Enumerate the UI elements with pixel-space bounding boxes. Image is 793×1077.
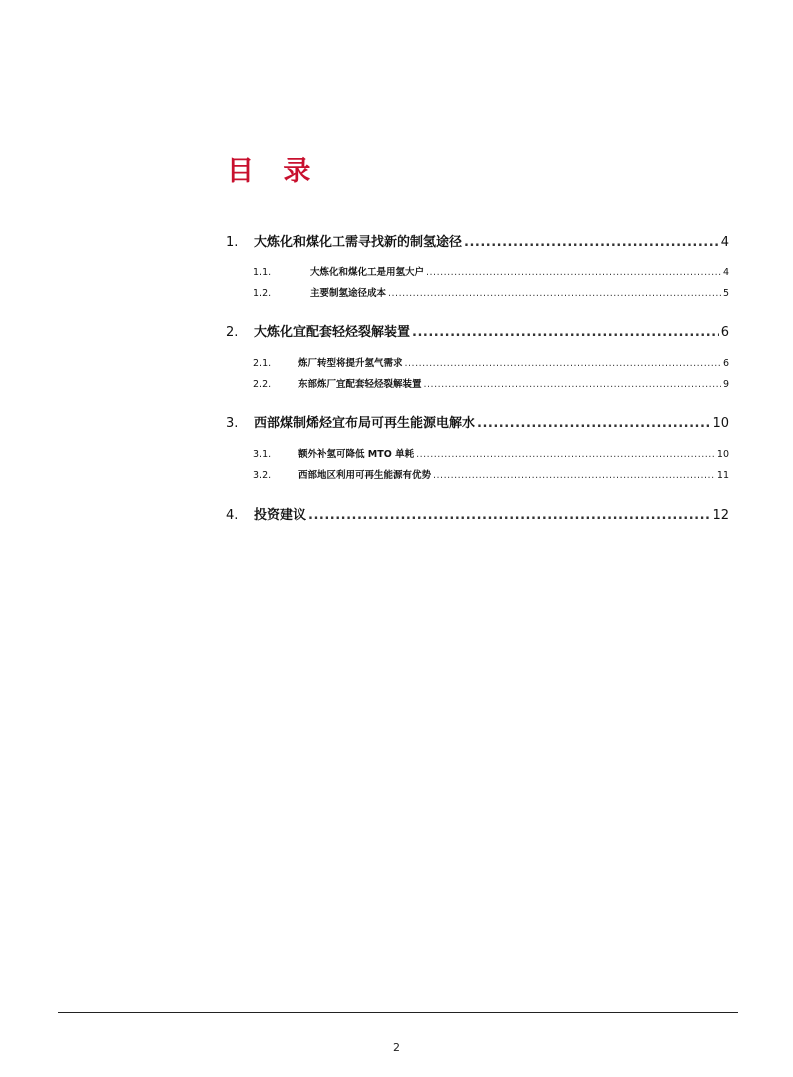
toc-entry-number: 1. — [226, 235, 239, 250]
toc-entry-page: 12 — [712, 508, 729, 523]
toc-entry-number: 3. — [226, 416, 239, 431]
toc-entry-label: 大炼化和煤化工是用氢大户 — [310, 267, 425, 278]
toc-entry-page: 10 — [712, 416, 729, 431]
toc-entry-number: 1.2. — [253, 288, 272, 299]
toc-entry-4[interactable] — [226, 506, 729, 526]
toc-entry-label: 西部地区利用可再生能源有优势 — [298, 470, 432, 481]
toc-entry-3-2[interactable] — [226, 469, 729, 483]
toc-dot-leader — [464, 233, 719, 253]
toc-entry-1[interactable] — [226, 233, 729, 253]
toc-entry-label: 额外补氢可降低 MTO 单耗 — [298, 449, 415, 460]
page-number: 2 — [393, 1041, 400, 1054]
toc-entry-label: 主要制氢途径成本 — [310, 288, 387, 299]
toc-dot-leader — [424, 378, 721, 392]
toc-entry-label: 东部炼厂宜配套轻烃裂解装置 — [298, 379, 422, 390]
toc-entry-page: 4 — [722, 267, 729, 278]
toc-entry-page: 10 — [716, 449, 729, 460]
toc-dot-leader — [388, 287, 721, 301]
toc-entry-label: 投资建议 — [254, 508, 307, 523]
toc-entry-number: 3.2. — [253, 470, 272, 481]
toc-entry-page: 6 — [720, 325, 729, 340]
toc-entry-number: 2.1. — [253, 358, 272, 369]
toc-entry-2-2[interactable] — [226, 378, 729, 392]
toc-entry-label: 西部煤制烯烃宜布局可再生能源电解水 — [254, 416, 476, 431]
toc-entry-page: 4 — [720, 235, 729, 250]
toc-entry-label: 炼厂转型将提升氢气需求 — [298, 358, 403, 369]
toc-entry-page: 6 — [722, 358, 729, 369]
toc-dot-leader — [433, 469, 715, 483]
toc-entry-number: 1.1. — [253, 267, 272, 278]
toc-entry-number: 3.1. — [253, 449, 272, 460]
toc-dot-leader — [426, 266, 721, 280]
toc-entry-number: 2.2. — [253, 379, 272, 390]
toc-entry-page: 11 — [716, 470, 729, 481]
toc-title: 目 录 — [227, 156, 321, 187]
toc-entry-3-1[interactable] — [226, 448, 729, 462]
toc-entry-page: 5 — [722, 288, 729, 299]
toc-entry-number: 4. — [226, 508, 239, 523]
toc-entry-label: 大炼化宜配套轻烃裂解装置 — [254, 325, 411, 340]
toc-entry-1-1[interactable] — [226, 266, 729, 280]
toc-dot-leader — [405, 357, 721, 371]
toc-dot-leader — [416, 448, 715, 462]
toc-dot-leader — [308, 506, 710, 526]
toc-dot-leader — [477, 414, 710, 434]
toc-entry-page: 9 — [722, 379, 729, 390]
footer-divider — [58, 1012, 738, 1013]
toc-entry-label: 大炼化和煤化工需寻找新的制氢途径 — [254, 235, 463, 250]
toc-dot-leader — [412, 323, 719, 343]
toc-entry-2[interactable] — [226, 323, 729, 343]
toc-entry-3[interactable] — [226, 414, 729, 434]
toc-entry-2-1[interactable] — [226, 357, 729, 371]
toc-entry-1-2[interactable] — [226, 287, 729, 301]
toc-entry-number: 2. — [226, 325, 239, 340]
